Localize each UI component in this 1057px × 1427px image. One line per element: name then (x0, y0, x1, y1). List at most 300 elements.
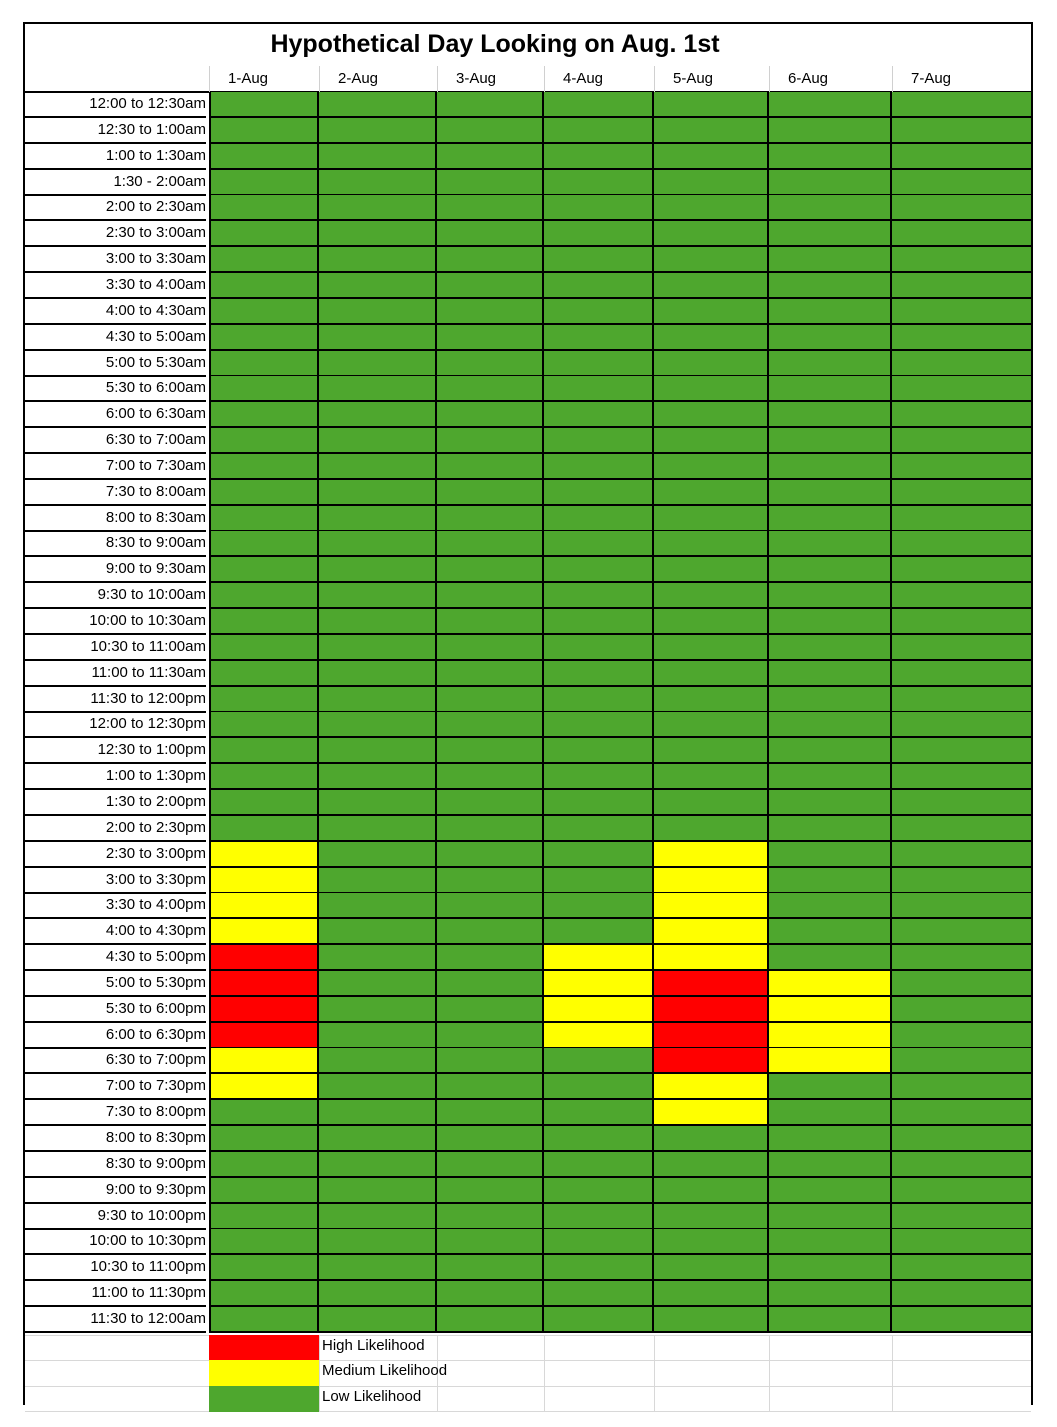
heatmap-cell (437, 1204, 544, 1230)
heatmap-cell (654, 1100, 769, 1126)
heatmap-cell (437, 531, 544, 557)
row-label-text: 2:00 to 2:30am (105, 198, 206, 216)
heatmap-cell (437, 1307, 544, 1333)
heatmap-cell (209, 842, 319, 868)
heatmap-cell (437, 247, 544, 273)
row-label (25, 402, 206, 428)
heatmap-cell (892, 893, 1033, 919)
heatmap-cell (654, 687, 769, 713)
heatmap-cell (544, 402, 654, 428)
heatmap-cell (544, 1178, 654, 1204)
row-label (25, 868, 206, 894)
heatmap-cell (319, 221, 437, 247)
heatmap-cell (319, 1281, 437, 1307)
heatmap-cell (654, 1204, 769, 1230)
heatmap-cell (209, 170, 319, 196)
heatmap-cell (437, 816, 544, 842)
heatmap-cell (544, 661, 654, 687)
heatmap-cell (654, 790, 769, 816)
heatmap-cell (437, 609, 544, 635)
row-label-text: 9:30 to 10:00pm (97, 1206, 206, 1224)
heatmap-cell (544, 273, 654, 299)
heatmap-cell (892, 454, 1033, 480)
row-label (25, 221, 206, 247)
row-label (25, 92, 206, 118)
heatmap-cell (892, 816, 1033, 842)
column-header-divider (544, 66, 545, 92)
heatmap-cell (654, 454, 769, 480)
heatmap-cell (892, 506, 1033, 532)
heatmap-cell (769, 764, 892, 790)
heatmap-cell (319, 247, 437, 273)
heatmap-cell (209, 893, 319, 919)
heatmap-cell (892, 1100, 1033, 1126)
heatmap-cell (437, 1281, 544, 1307)
heatmap-cell (544, 170, 654, 196)
heatmap-cell (209, 1204, 319, 1230)
heatmap-cell (437, 299, 544, 325)
heatmap-cell (654, 635, 769, 661)
heatmap-cell (544, 480, 654, 506)
heatmap-cell (544, 687, 654, 713)
heatmap-cell (437, 893, 544, 919)
heatmap-cell (209, 376, 319, 402)
heatmap-cell (544, 506, 654, 532)
heatmap-cell (209, 1281, 319, 1307)
heatmap-cell (209, 635, 319, 661)
heatmap-cell (319, 816, 437, 842)
heatmap-cell (437, 738, 544, 764)
heatmap-cell (319, 1023, 437, 1049)
heatmap-cell (544, 997, 654, 1023)
heatmap-cell (892, 790, 1033, 816)
row-label-text: 11:30 to 12:00pm (90, 689, 206, 707)
heatmap-cell (209, 402, 319, 428)
row-label-text: 1:00 to 1:30am (105, 146, 206, 164)
heatmap-cell (654, 661, 769, 687)
heatmap-cell (654, 919, 769, 945)
heatmap-cell (769, 402, 892, 428)
heatmap-cell (319, 428, 437, 454)
heatmap-cell (209, 712, 319, 738)
row-label-text: 10:30 to 11:00pm (90, 1258, 206, 1276)
column-header: 4-Aug (563, 70, 604, 87)
row-label-text: 3:30 to 4:00am (105, 275, 206, 293)
legend-gridline (319, 1335, 320, 1412)
heatmap-cell (892, 170, 1033, 196)
heatmap-cell (769, 945, 892, 971)
heatmap-cell (654, 195, 769, 221)
heatmap-cell (892, 325, 1033, 351)
heatmap-cell (654, 118, 769, 144)
row-label (25, 506, 206, 532)
heatmap-cell (769, 195, 892, 221)
column-header: 2-Aug (338, 70, 379, 87)
heatmap-cell (769, 557, 892, 583)
heatmap-cell (209, 118, 319, 144)
row-label-text: 12:30 to 1:00pm (97, 741, 206, 759)
heatmap-cell (437, 712, 544, 738)
heatmap-cell (654, 738, 769, 764)
heatmap-cell (209, 325, 319, 351)
row-label-text: 9:30 to 10:00am (97, 586, 206, 604)
heatmap-cell (209, 195, 319, 221)
heatmap-cell (654, 868, 769, 894)
heatmap-cell (437, 1229, 544, 1255)
heatmap-cell (654, 997, 769, 1023)
row-label (25, 454, 206, 480)
heatmap-cell (654, 299, 769, 325)
row-label-text: 6:30 to 7:00am (105, 431, 206, 449)
column-header: 5-Aug (673, 70, 714, 87)
heatmap-cell (892, 1074, 1033, 1100)
row-label (25, 816, 206, 842)
heatmap-cell (892, 351, 1033, 377)
heatmap-cell (654, 1126, 769, 1152)
row-label (25, 1255, 206, 1281)
row-label-text: 3:00 to 3:30am (105, 250, 206, 268)
heatmap-cell (892, 221, 1033, 247)
heatmap-cell (437, 195, 544, 221)
row-label-text: 1:30 - 2:00am (113, 172, 206, 190)
heatmap-cell (319, 609, 437, 635)
row-label (25, 299, 206, 325)
row-label (25, 790, 206, 816)
legend-swatch (209, 1360, 319, 1386)
legend-label: Medium Likelihood (322, 1362, 448, 1380)
row-label-text: 10:30 to 11:00am (90, 637, 206, 655)
heatmap-cell (769, 247, 892, 273)
heatmap-cell (654, 1048, 769, 1074)
heatmap-cell (769, 919, 892, 945)
heatmap-cell (544, 919, 654, 945)
heatmap-cell (209, 1307, 319, 1333)
heatmap-cell (437, 454, 544, 480)
heatmap-cell (544, 1100, 654, 1126)
heatmap-cell (544, 1204, 654, 1230)
heatmap-cell (319, 1048, 437, 1074)
row-label-text: 8:30 to 9:00am (105, 534, 206, 552)
row-label (25, 842, 206, 868)
heatmap-cell (544, 945, 654, 971)
heatmap-cell (544, 325, 654, 351)
heatmap-cell (892, 118, 1033, 144)
heatmap-cell (437, 351, 544, 377)
row-label-text: 4:30 to 5:00am (105, 327, 206, 345)
heatmap-cell (209, 764, 319, 790)
heatmap-cell (892, 687, 1033, 713)
heatmap-cell (654, 402, 769, 428)
heatmap-cell (544, 144, 654, 170)
heatmap-cell (209, 299, 319, 325)
row-label (25, 480, 206, 506)
heatmap-cell (437, 325, 544, 351)
heatmap-cell (319, 351, 437, 377)
heatmap-cell (769, 144, 892, 170)
heatmap-cell (654, 428, 769, 454)
heatmap-cell (654, 893, 769, 919)
heatmap-cell (319, 712, 437, 738)
heatmap-cell (437, 273, 544, 299)
row-label (25, 1281, 206, 1307)
heatmap-cell (544, 1152, 654, 1178)
row-label (25, 170, 206, 196)
heatmap-cell (892, 842, 1033, 868)
row-label (25, 557, 206, 583)
heatmap-cell (892, 1178, 1033, 1204)
heatmap-cell (892, 247, 1033, 273)
heatmap-cell (437, 842, 544, 868)
heatmap-cell (319, 1126, 437, 1152)
row-label (25, 1126, 206, 1152)
heatmap-cell (654, 170, 769, 196)
heatmap-cell (209, 687, 319, 713)
heatmap-cell (769, 1255, 892, 1281)
heatmap-cell (319, 1074, 437, 1100)
heatmap-cell (209, 790, 319, 816)
heatmap-cell (769, 712, 892, 738)
heatmap-cell (544, 635, 654, 661)
heatmap-cell (209, 454, 319, 480)
heatmap-cell (319, 868, 437, 894)
heatmap-cell (437, 1100, 544, 1126)
heatmap-cell (769, 583, 892, 609)
row-label (25, 609, 206, 635)
heatmap-cell (544, 247, 654, 273)
heatmap-cell (892, 609, 1033, 635)
heatmap-cell (209, 1229, 319, 1255)
heatmap-cell (544, 764, 654, 790)
heatmap-cell (892, 945, 1033, 971)
heatmap-cell (209, 247, 319, 273)
heatmap-cell (437, 402, 544, 428)
heatmap-cell (319, 842, 437, 868)
heatmap-cell (437, 945, 544, 971)
row-label (25, 764, 206, 790)
heatmap-cell (769, 1229, 892, 1255)
row-label (25, 1204, 206, 1230)
heatmap-cell (544, 195, 654, 221)
heatmap-cell (654, 764, 769, 790)
column-header: 6-Aug (788, 70, 829, 87)
heatmap-cell (319, 195, 437, 221)
row-label-text: 2:00 to 2:30pm (105, 818, 206, 836)
row-label-text: 8:00 to 8:30pm (105, 1129, 206, 1146)
heatmap-cell (209, 144, 319, 170)
heatmap-cell (544, 738, 654, 764)
row-label-text: 8:30 to 9:00pm (105, 1154, 206, 1172)
heatmap-cell (769, 868, 892, 894)
row-label-text: 8:00 to 8:30am (105, 508, 206, 526)
row-label (25, 971, 206, 997)
heatmap-cell (319, 325, 437, 351)
heatmap-cell (319, 299, 437, 325)
row-label (25, 583, 206, 609)
heatmap-cell (544, 1281, 654, 1307)
row-label-text: 4:00 to 4:30pm (105, 922, 206, 940)
heatmap-cell (892, 661, 1033, 687)
heatmap-cell (544, 609, 654, 635)
heatmap-cell (769, 661, 892, 687)
heatmap-cell (654, 583, 769, 609)
heatmap-cell (892, 144, 1033, 170)
heatmap-cell (544, 531, 654, 557)
heatmap-cell (437, 170, 544, 196)
heatmap-cell (769, 893, 892, 919)
heatmap-cell (892, 997, 1033, 1023)
heatmap-cell (319, 92, 437, 118)
heatmap-cell (437, 1023, 544, 1049)
row-label-text: 1:30 to 2:00pm (105, 792, 206, 810)
row-label (25, 635, 206, 661)
heatmap-cell (319, 945, 437, 971)
heatmap-cell (437, 144, 544, 170)
heatmap-cell (437, 506, 544, 532)
row-label-text: 5:30 to 6:00pm (105, 999, 206, 1017)
heatmap-cell (544, 1307, 654, 1333)
row-label-text: 6:30 to 7:00pm (105, 1051, 206, 1069)
column-header-divider (437, 66, 438, 92)
legend-gridline (544, 1335, 545, 1412)
row-label (25, 144, 206, 170)
row-label-text: 6:00 to 6:30pm (105, 1025, 206, 1043)
heatmap-cell (319, 144, 437, 170)
heatmap-cell (319, 118, 437, 144)
heatmap-cell (209, 273, 319, 299)
heatmap-cell (544, 454, 654, 480)
heatmap-cell (769, 1048, 892, 1074)
heatmap-cell (209, 661, 319, 687)
heatmap-cell (654, 945, 769, 971)
chart-title: Hypothetical Day Looking on Aug. 1st (270, 30, 720, 58)
row-label (25, 531, 206, 557)
heatmap-cell (437, 428, 544, 454)
heatmap-cell (209, 557, 319, 583)
heatmap-cell (544, 1023, 654, 1049)
legend-gridline (25, 1360, 1031, 1361)
row-label (25, 997, 206, 1023)
heatmap-cell (544, 1229, 654, 1255)
heatmap-cell (544, 1048, 654, 1074)
heatmap-cell (769, 531, 892, 557)
heatmap-cell (319, 971, 437, 997)
row-label (25, 325, 206, 351)
heatmap-cell (319, 531, 437, 557)
heatmap-cell (319, 919, 437, 945)
row-label-text: 6:00 to 6:30am (105, 405, 206, 423)
row-label (25, 1178, 206, 1204)
column-header: 7-Aug (911, 70, 952, 87)
row-label (25, 1048, 206, 1074)
heatmap-cell (654, 1023, 769, 1049)
row-label-text: 5:30 to 6:00am (105, 379, 206, 397)
heatmap-cell (544, 351, 654, 377)
heatmap-cell (437, 997, 544, 1023)
row-label-text: 2:30 to 3:00pm (105, 844, 206, 862)
row-label (25, 351, 206, 377)
heatmap-cell (654, 506, 769, 532)
heatmap-cell (769, 1307, 892, 1333)
row-label (25, 919, 206, 945)
heatmap-cell (654, 1152, 769, 1178)
row-label-text: 5:00 to 5:30pm (105, 973, 206, 991)
heatmap-cell (437, 764, 544, 790)
heatmap-cell (319, 738, 437, 764)
heatmap-cell (769, 1074, 892, 1100)
row-label (25, 738, 206, 764)
heatmap-cell (892, 764, 1033, 790)
column-header: 1-Aug (228, 70, 269, 87)
heatmap-cell (769, 635, 892, 661)
heatmap-cell (892, 1307, 1033, 1333)
heatmap-cell (654, 1255, 769, 1281)
heatmap-cell (544, 712, 654, 738)
row-label-text: 1:00 to 1:30pm (105, 767, 206, 785)
heatmap-cell (654, 531, 769, 557)
column-header-divider (319, 66, 320, 92)
heatmap-cell (319, 454, 437, 480)
heatmap-cell (769, 1023, 892, 1049)
heatmap-cell (892, 92, 1033, 118)
heatmap-cell (892, 1023, 1033, 1049)
heatmap-cell (319, 402, 437, 428)
row-label (25, 376, 206, 402)
row-label (25, 945, 206, 971)
heatmap-cell (209, 506, 319, 532)
row-label-text: 4:00 to 4:30am (105, 301, 206, 319)
heatmap-cell (209, 609, 319, 635)
heatmap-cell (544, 971, 654, 997)
heatmap-cell (319, 661, 437, 687)
heatmap-cell (769, 1204, 892, 1230)
heatmap-cell (654, 144, 769, 170)
heatmap-cell (209, 971, 319, 997)
legend-gridline (25, 1335, 1031, 1336)
heatmap-cell (544, 1126, 654, 1152)
row-label (25, 1229, 206, 1255)
row-label-text: 7:00 to 7:30am (105, 456, 206, 474)
heatmap-cell (319, 273, 437, 299)
row-label (25, 1307, 206, 1333)
heatmap-cell (437, 635, 544, 661)
heatmap-cell (209, 1100, 319, 1126)
legend-label: High Likelihood (322, 1336, 425, 1354)
heatmap-cell (319, 1100, 437, 1126)
heatmap-cell (437, 1178, 544, 1204)
column-header: 3-Aug (456, 70, 497, 87)
heatmap-cell (319, 1307, 437, 1333)
heatmap-cell (319, 1204, 437, 1230)
heatmap-cell (209, 531, 319, 557)
row-label (25, 712, 206, 738)
heatmap-cell (892, 971, 1033, 997)
heatmap-cell (544, 893, 654, 919)
column-header-divider (209, 66, 210, 92)
heatmap-cell (892, 299, 1033, 325)
heatmap-cell (654, 1074, 769, 1100)
heatmap-cell (319, 480, 437, 506)
heatmap-cell (209, 221, 319, 247)
heatmap-cell (209, 1255, 319, 1281)
heatmap-cell (319, 1152, 437, 1178)
heatmap-cell (209, 351, 319, 377)
heatmap-cell (769, 738, 892, 764)
heatmap-cell (319, 583, 437, 609)
row-label (25, 1152, 206, 1178)
legend-swatch (209, 1335, 319, 1361)
heatmap-cell (544, 1255, 654, 1281)
row-label (25, 1100, 206, 1126)
